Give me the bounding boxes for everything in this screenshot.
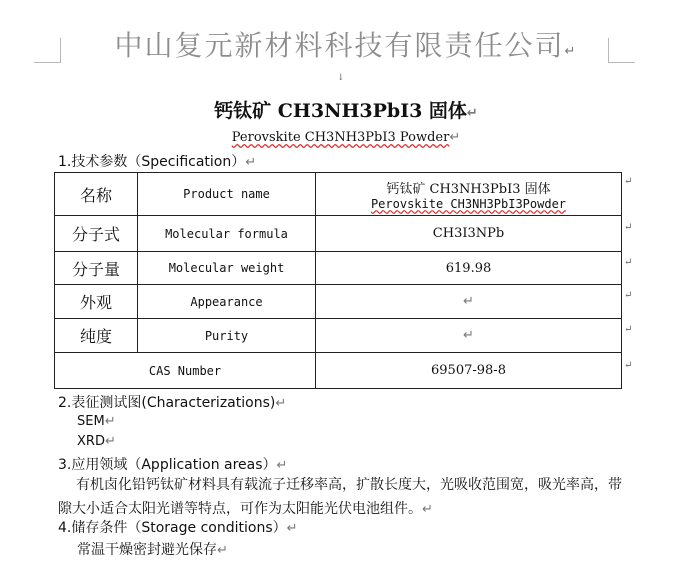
cell-en-formula: Molecular formula	[138, 216, 316, 252]
cell-cn-appearance: 外观	[55, 285, 138, 319]
section-specification-heading: 1.技术参数（Specification）↵	[58, 154, 257, 170]
document-title: 钙钛矿 CH3NH3PbI3 固体↵	[214, 100, 478, 122]
table-row	[55, 353, 622, 389]
company-header	[0, 24, 692, 64]
cell-cn-name: 名称	[55, 173, 138, 216]
document-subtitle: Perovskite CH3NH3PbI3 Powder↵	[231, 130, 461, 145]
cell-en-name: Product name	[138, 173, 316, 216]
cell-en-appearance: Appearance	[138, 285, 316, 319]
application-text: 有机卤化铅钙钛矿材料具有载流子迁移率高，扩散长度大，光吸收范围宽，吸光率高，带隙大小适合太阳光谱等特点，可作为太阳能光伏电池组件。↵	[58, 477, 622, 517]
cell-en-weight: Molecular weight	[138, 252, 316, 285]
cell-cn-purity: 纯度	[55, 319, 138, 353]
cell-value-formula: CH3I3NPb	[316, 216, 622, 252]
paragraph-mark: ↵	[564, 44, 578, 59]
section-characterizations-heading: 2.表征测试图(Characterizations)↵	[58, 395, 287, 411]
cell-value-purity: ↵	[316, 319, 622, 353]
spec-table	[54, 172, 622, 389]
table-row	[55, 173, 622, 216]
cell-value-weight: 619.98	[316, 252, 622, 285]
cell-cn-formula: 分子式	[55, 216, 138, 252]
row-end-mark: ↵	[624, 290, 633, 301]
table-row	[55, 319, 622, 353]
table-row	[55, 285, 622, 319]
cell-en-purity: Purity	[138, 319, 316, 353]
table-row	[55, 216, 622, 252]
company-name: 中山复元新材料科技有限责任公司	[114, 29, 565, 62]
subtitle-text: Perovskite CH3NH3PbI3 Powder	[231, 130, 450, 145]
value-line-2: Perovskite CH3NH3PbI3Powder	[370, 196, 567, 211]
section-storage-heading: 4.储存条件（Storage conditions）↵	[58, 520, 298, 536]
characterization-item-xrd: XRD↵	[77, 434, 116, 449]
row-end-mark: ↵	[624, 257, 633, 268]
cell-cas-label: CAS Number	[55, 353, 316, 389]
paragraph-mark-arrow-icon: ↓	[337, 73, 345, 83]
cell-cn-weight: 分子量	[55, 252, 138, 285]
table-row	[55, 252, 622, 285]
section-application-heading: 3.应用领域（Application areas）↵	[58, 457, 288, 473]
value-line-1: 钙钛矿 CH3NH3PbI3 固体	[386, 181, 551, 197]
cell-value-appearance: ↵	[316, 285, 622, 319]
characterization-item-sem: SEM↵	[77, 414, 116, 429]
storage-text: 常温干燥密封避光保存↵	[77, 542, 228, 558]
cell-cas-value: 69507-98-8	[316, 353, 622, 389]
title-text: 钙钛矿 CH3NH3PbI3 固体	[214, 100, 467, 122]
row-end-mark: ↵	[624, 176, 633, 187]
cell-value-name	[316, 173, 622, 216]
row-end-mark: ↵	[624, 360, 633, 371]
row-end-mark: ↵	[624, 222, 633, 233]
row-end-mark: ↵	[624, 324, 633, 335]
